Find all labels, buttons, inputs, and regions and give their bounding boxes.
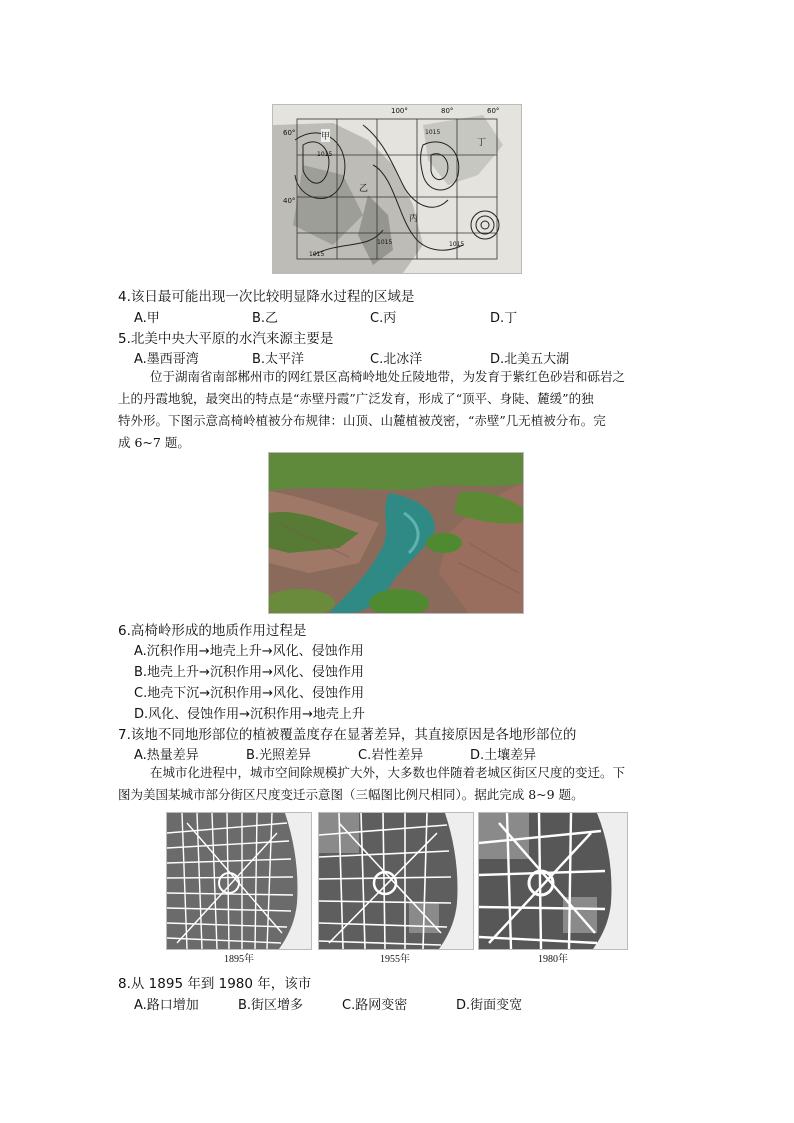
question-4-option-a: A.甲 bbox=[134, 311, 160, 326]
lon-label-60: 60° bbox=[487, 107, 500, 115]
passage-city-blocks bbox=[118, 762, 674, 806]
question-8-option-c: C.路网变密 bbox=[342, 998, 408, 1013]
question-7-option-d: D.土壤差异 bbox=[470, 748, 537, 763]
lon-label-80: 80° bbox=[441, 107, 454, 115]
passage-line: 成 6~7 题。 bbox=[118, 435, 190, 450]
question-8-option-a: A.路口增加 bbox=[134, 998, 199, 1013]
passage-line: 图为美国某城市部分街区尺度变迁示意图（三幅图比例尺相同）。据此完成 8~9 题。 bbox=[118, 787, 584, 802]
city-map-1895 bbox=[166, 812, 312, 950]
isobar-label: 1015 bbox=[317, 151, 333, 158]
question-7-option-a: A.热量差异 bbox=[134, 748, 199, 763]
weather-map-figure bbox=[272, 104, 522, 274]
region-label-ding: 丁 bbox=[477, 138, 487, 148]
region-label-yi: 乙 bbox=[359, 184, 369, 194]
passage-line: 在城市化进程中，城市空间除规模扩大外，大多数也伴随着老城区街区尺度的变迁。下 bbox=[150, 765, 626, 780]
city-map-1955 bbox=[318, 812, 474, 950]
question-4-option-b: B.乙 bbox=[252, 311, 279, 326]
question-6-option-b: B.地壳上升→沉积作用→风化、侵蚀作用 bbox=[134, 665, 364, 680]
question-5-option-b: B.太平洋 bbox=[252, 352, 305, 367]
question-5-option-c: C.北冰洋 bbox=[370, 352, 423, 367]
question-4-option-d: D.丁 bbox=[490, 311, 518, 326]
question-4-option-c: C.丙 bbox=[370, 311, 397, 326]
lat-label-40: 40° bbox=[283, 197, 296, 205]
question-6-option-c: C.地壳下沉→沉积作用→风化、侵蚀作用 bbox=[134, 686, 364, 701]
isobar-label: 1015 bbox=[309, 251, 325, 258]
question-7-option-c: C.岩性差异 bbox=[358, 748, 424, 763]
isobar-label: 1015 bbox=[425, 129, 441, 136]
isobar-label: 1015 bbox=[449, 241, 465, 248]
question-7-stem: 7.该地不同地形部位的植被覆盖度存在显著差异，其直接原因是各地形部位的 bbox=[118, 727, 577, 743]
question-6-option-a: A.沉积作用→地壳上升→风化、侵蚀作用 bbox=[134, 644, 364, 659]
question-5-stem: 5.北美中央大平原的水汽来源主要是 bbox=[118, 331, 334, 347]
lon-label-100: 100° bbox=[391, 107, 408, 115]
city-block-figures bbox=[166, 812, 628, 964]
question-7-option-b: B.光照差异 bbox=[246, 748, 312, 763]
passage-line: 上的丹霞地貌，最突出的特点是“赤壁丹霞”广泛发育，形成了“顶平、身陡、麓缓”的独 bbox=[118, 391, 594, 406]
caption-1895: 1895年 bbox=[224, 954, 254, 965]
caption-1980: 1980年 bbox=[538, 954, 568, 965]
question-4-stem: 4.该日最可能出现一次比较明显降水过程的区域是 bbox=[118, 289, 415, 305]
region-label-bing: 丙 bbox=[409, 214, 419, 224]
question-8-option-d: D.街面变宽 bbox=[456, 998, 523, 1013]
landscape-photo-svg bbox=[269, 453, 523, 613]
caption-1955: 1955年 bbox=[380, 954, 410, 965]
question-5-option-d: D.北美五大湖 bbox=[490, 352, 570, 367]
city-map-1980 bbox=[478, 812, 628, 950]
passage-gaoyiling bbox=[118, 366, 674, 454]
lat-label-60: 60° bbox=[283, 129, 296, 137]
isobar-label: 1015 bbox=[377, 239, 393, 246]
question-5-option-a: A.墨西哥湾 bbox=[134, 352, 199, 367]
passage-line: 位于湖南省南部郴州市的网红景区高椅岭地处丘陵地带，为发育于紫红色砂岩和砾岩之 bbox=[150, 369, 626, 384]
question-6-stem: 6.高椅岭形成的地质作用过程是 bbox=[118, 623, 307, 639]
passage-line: 特外形。下图示意高椅岭植被分布规律：山顶、山麓植被茂密，“赤壁”几无植被分布。完 bbox=[118, 413, 606, 428]
region-label-jia: 甲 bbox=[321, 129, 330, 142]
question-6-option-d: D.风化、侵蚀作用→沉积作用→地壳上升 bbox=[134, 707, 365, 722]
question-8-option-b: B.街区增多 bbox=[238, 998, 304, 1013]
question-8-stem: 8.从 1895 年到 1980 年，该市 bbox=[118, 976, 312, 992]
weather-map-svg bbox=[273, 105, 521, 273]
gaoyiling-photo bbox=[268, 452, 524, 614]
